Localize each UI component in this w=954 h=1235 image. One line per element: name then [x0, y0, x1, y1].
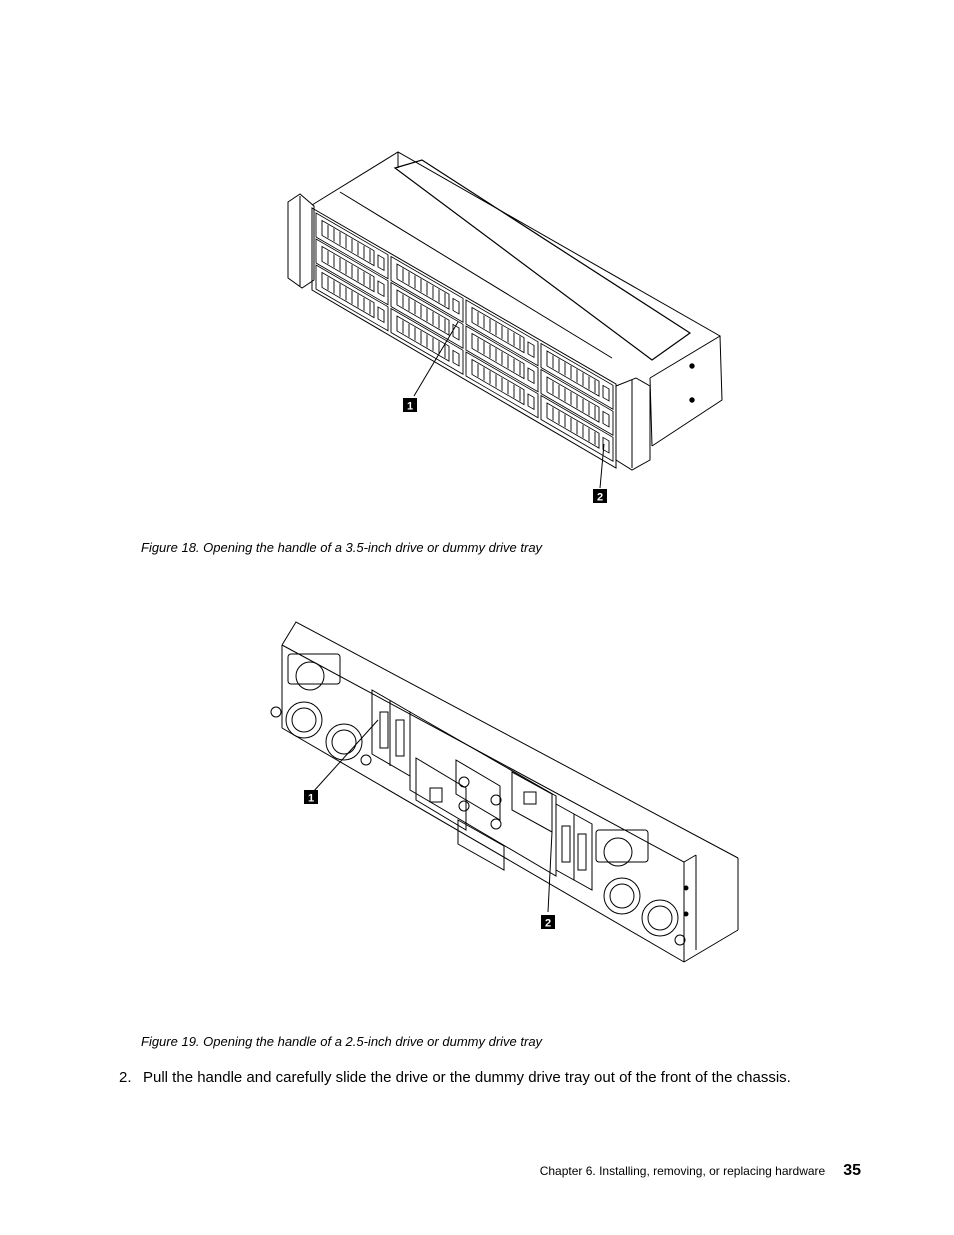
- page-footer: [540, 1162, 861, 1180]
- footer-chapter: Chapter 6. Installing, removing, or replacing hardware: [539, 1164, 826, 1178]
- svg-text:1: 1: [406, 400, 414, 413]
- figure-19-caption: Figure 19. Opening the handle of a 2.5-inch drive or dummy drive tray: [141, 1034, 543, 1049]
- svg-text:2: 2: [596, 491, 604, 504]
- step-2: [119, 1069, 791, 1086]
- svg-text:2: 2: [544, 917, 552, 930]
- step-text: Pull the handle and carefully slide the drive or the dummy drive tray out of the front of the chassis.: [143, 1069, 791, 1086]
- callout-1-fig19: [304, 790, 318, 805]
- figure-18-caption: Figure 18. Opening the handle of a 3.5-inch drive or dummy drive tray: [141, 540, 543, 555]
- svg-text:1: 1: [307, 792, 315, 805]
- step-number: 2.: [119, 1069, 132, 1086]
- callout-2-fig19: [541, 915, 555, 930]
- page-number: 35: [843, 1162, 861, 1179]
